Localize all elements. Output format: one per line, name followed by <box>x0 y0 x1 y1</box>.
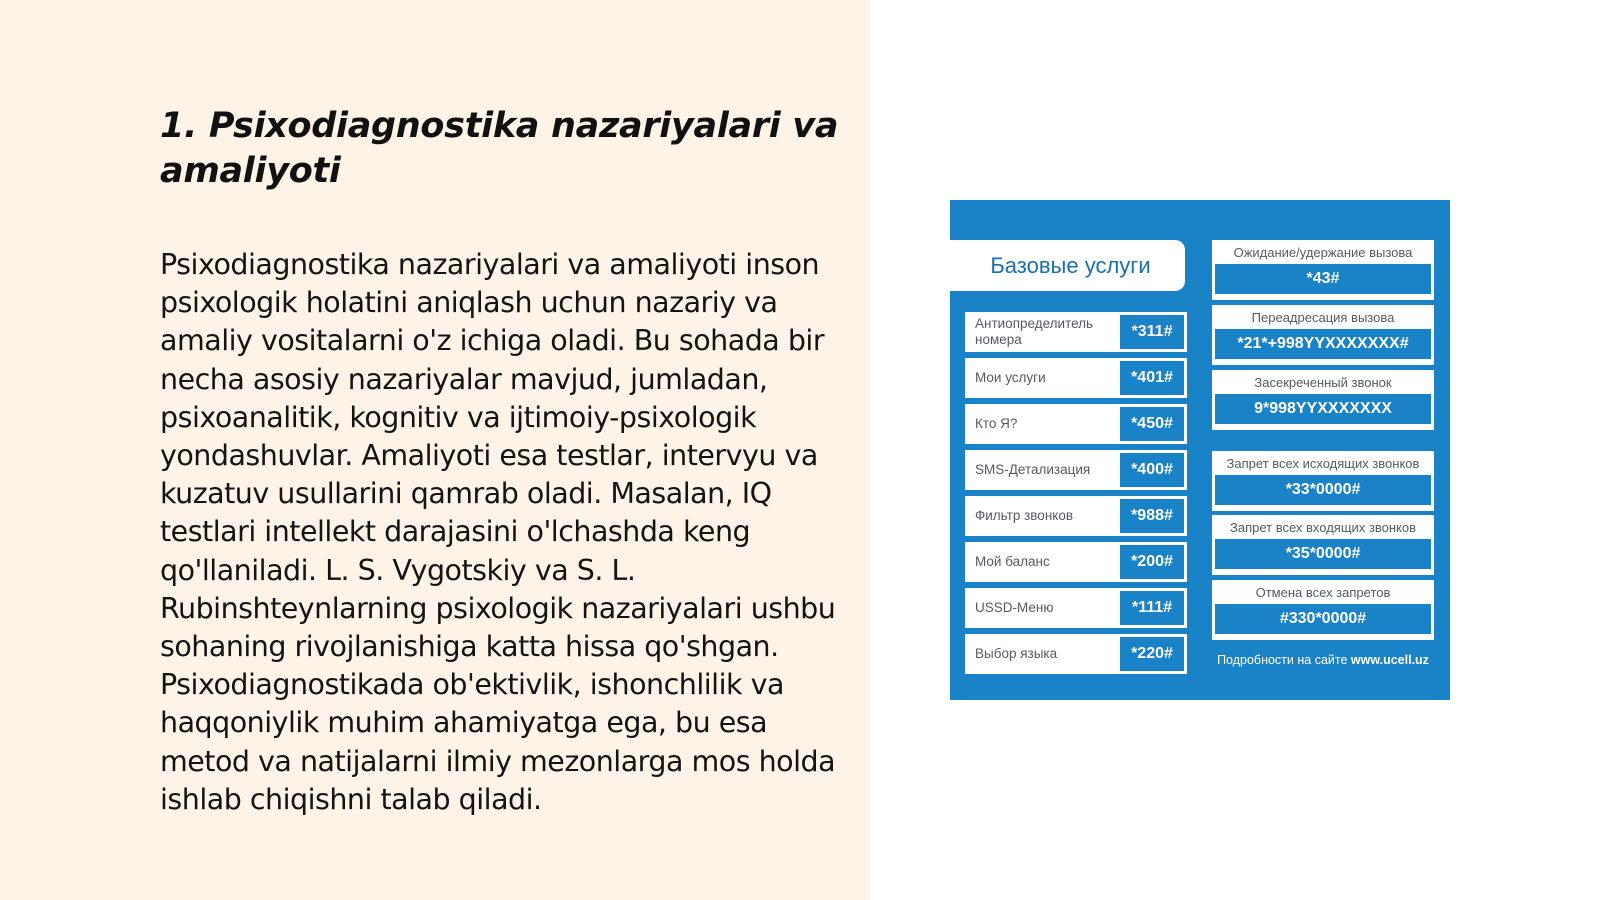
service-code: *450# <box>1120 407 1184 441</box>
service-code: *400# <box>1120 453 1184 487</box>
slide-title: 1. Psixodiagnostika nazariyalari va amaliyoti <box>160 106 839 191</box>
service-label: SMS-Детализация <box>975 462 1091 477</box>
call-service-label: Запрет всех входящих звонков <box>1229 519 1417 535</box>
service-row <box>965 588 1187 628</box>
service-label: Фильтр звонков <box>975 508 1074 523</box>
call-service-label: Переадресация вызова <box>1251 309 1395 325</box>
call-service-code: #330*0000# <box>1215 604 1431 634</box>
call-service-code: *43# <box>1215 264 1431 294</box>
service-code: *401# <box>1120 361 1184 395</box>
call-service-label: Ожидание/удержание вызова <box>1233 244 1413 260</box>
call-service-block <box>1212 451 1434 511</box>
service-label: Антиопределитель номера <box>975 316 1094 347</box>
service-row <box>965 404 1187 444</box>
card-footer <box>1212 653 1434 667</box>
call-service-block <box>1212 240 1434 300</box>
call-service-code: *33*0000# <box>1215 475 1431 505</box>
footer-text: Подробности на сайте <box>1217 653 1348 667</box>
call-service-label: Засекреченный звонок <box>1254 374 1392 390</box>
service-label: Мой баланс <box>975 554 1050 569</box>
slide-body-text: Psixodiagnostika nazariyalari va amaliyoti inson psixologik holatini aniqlash uchun nazariy va amaliy vositalarni o'z ichiga oladi. Bu sohada bir necha asosiy nazariyalar mavjud, jumladan, psixoanalitik, kognitiv va ijtimoiy-psixologik yondashuvlar. Amaliyoti esa testlar, intervyu va kuzatuv usullarini qamrab oladi. Masalan, IQ testlari intellekt darajasini o'lchashda keng qo'llaniladi. L. S. Vygotskiy va S. L. Rubinshteynlarning psixologik nazariyalari ushbu sohaning rivojlanishiga katta hissa qo'shgan. Psixodiagnostikada ob'ektivlik, ishonchlilik va haqqoniylik muhim ahamiyatga ega, bu esa metod va natijalarni ilmiy mezonlarga mos holda ishlab chiqishni talab qiladi. <box>160 248 836 816</box>
call-service-code: *35*0000# <box>1215 539 1431 569</box>
service-row <box>965 450 1187 490</box>
service-row <box>965 496 1187 536</box>
service-label: Мои услуги <box>975 370 1046 385</box>
call-service-block <box>1212 515 1434 575</box>
service-code: *200# <box>1120 545 1184 579</box>
service-label: USSD-Меню <box>975 600 1054 615</box>
footer-website: www.ucell.uz <box>1350 653 1429 667</box>
call-service-label: Запрет всех исходящих звонков <box>1226 455 1420 471</box>
service-label: Выбор языка <box>975 646 1058 661</box>
service-code: *111# <box>1120 591 1184 625</box>
call-service-block <box>1212 370 1434 430</box>
service-label: Кто Я? <box>975 416 1018 431</box>
service-code: *311# <box>1120 315 1184 349</box>
call-service-code: 9*998YYXXXXXXX <box>1215 394 1431 424</box>
call-service-code: *21*+998YYXXXXXXX# <box>1215 329 1431 359</box>
card-header: Базовые услуги <box>950 240 1185 291</box>
call-service-block <box>1212 305 1434 365</box>
service-row <box>965 542 1187 582</box>
service-row <box>965 358 1187 398</box>
service-row <box>965 312 1187 352</box>
ucell-services-image <box>950 200 1450 700</box>
service-code: *988# <box>1120 499 1184 533</box>
service-code: *220# <box>1120 637 1184 671</box>
service-row <box>965 634 1187 674</box>
call-service-label: Отмена всех запретов <box>1255 584 1391 600</box>
call-service-block <box>1212 580 1434 640</box>
